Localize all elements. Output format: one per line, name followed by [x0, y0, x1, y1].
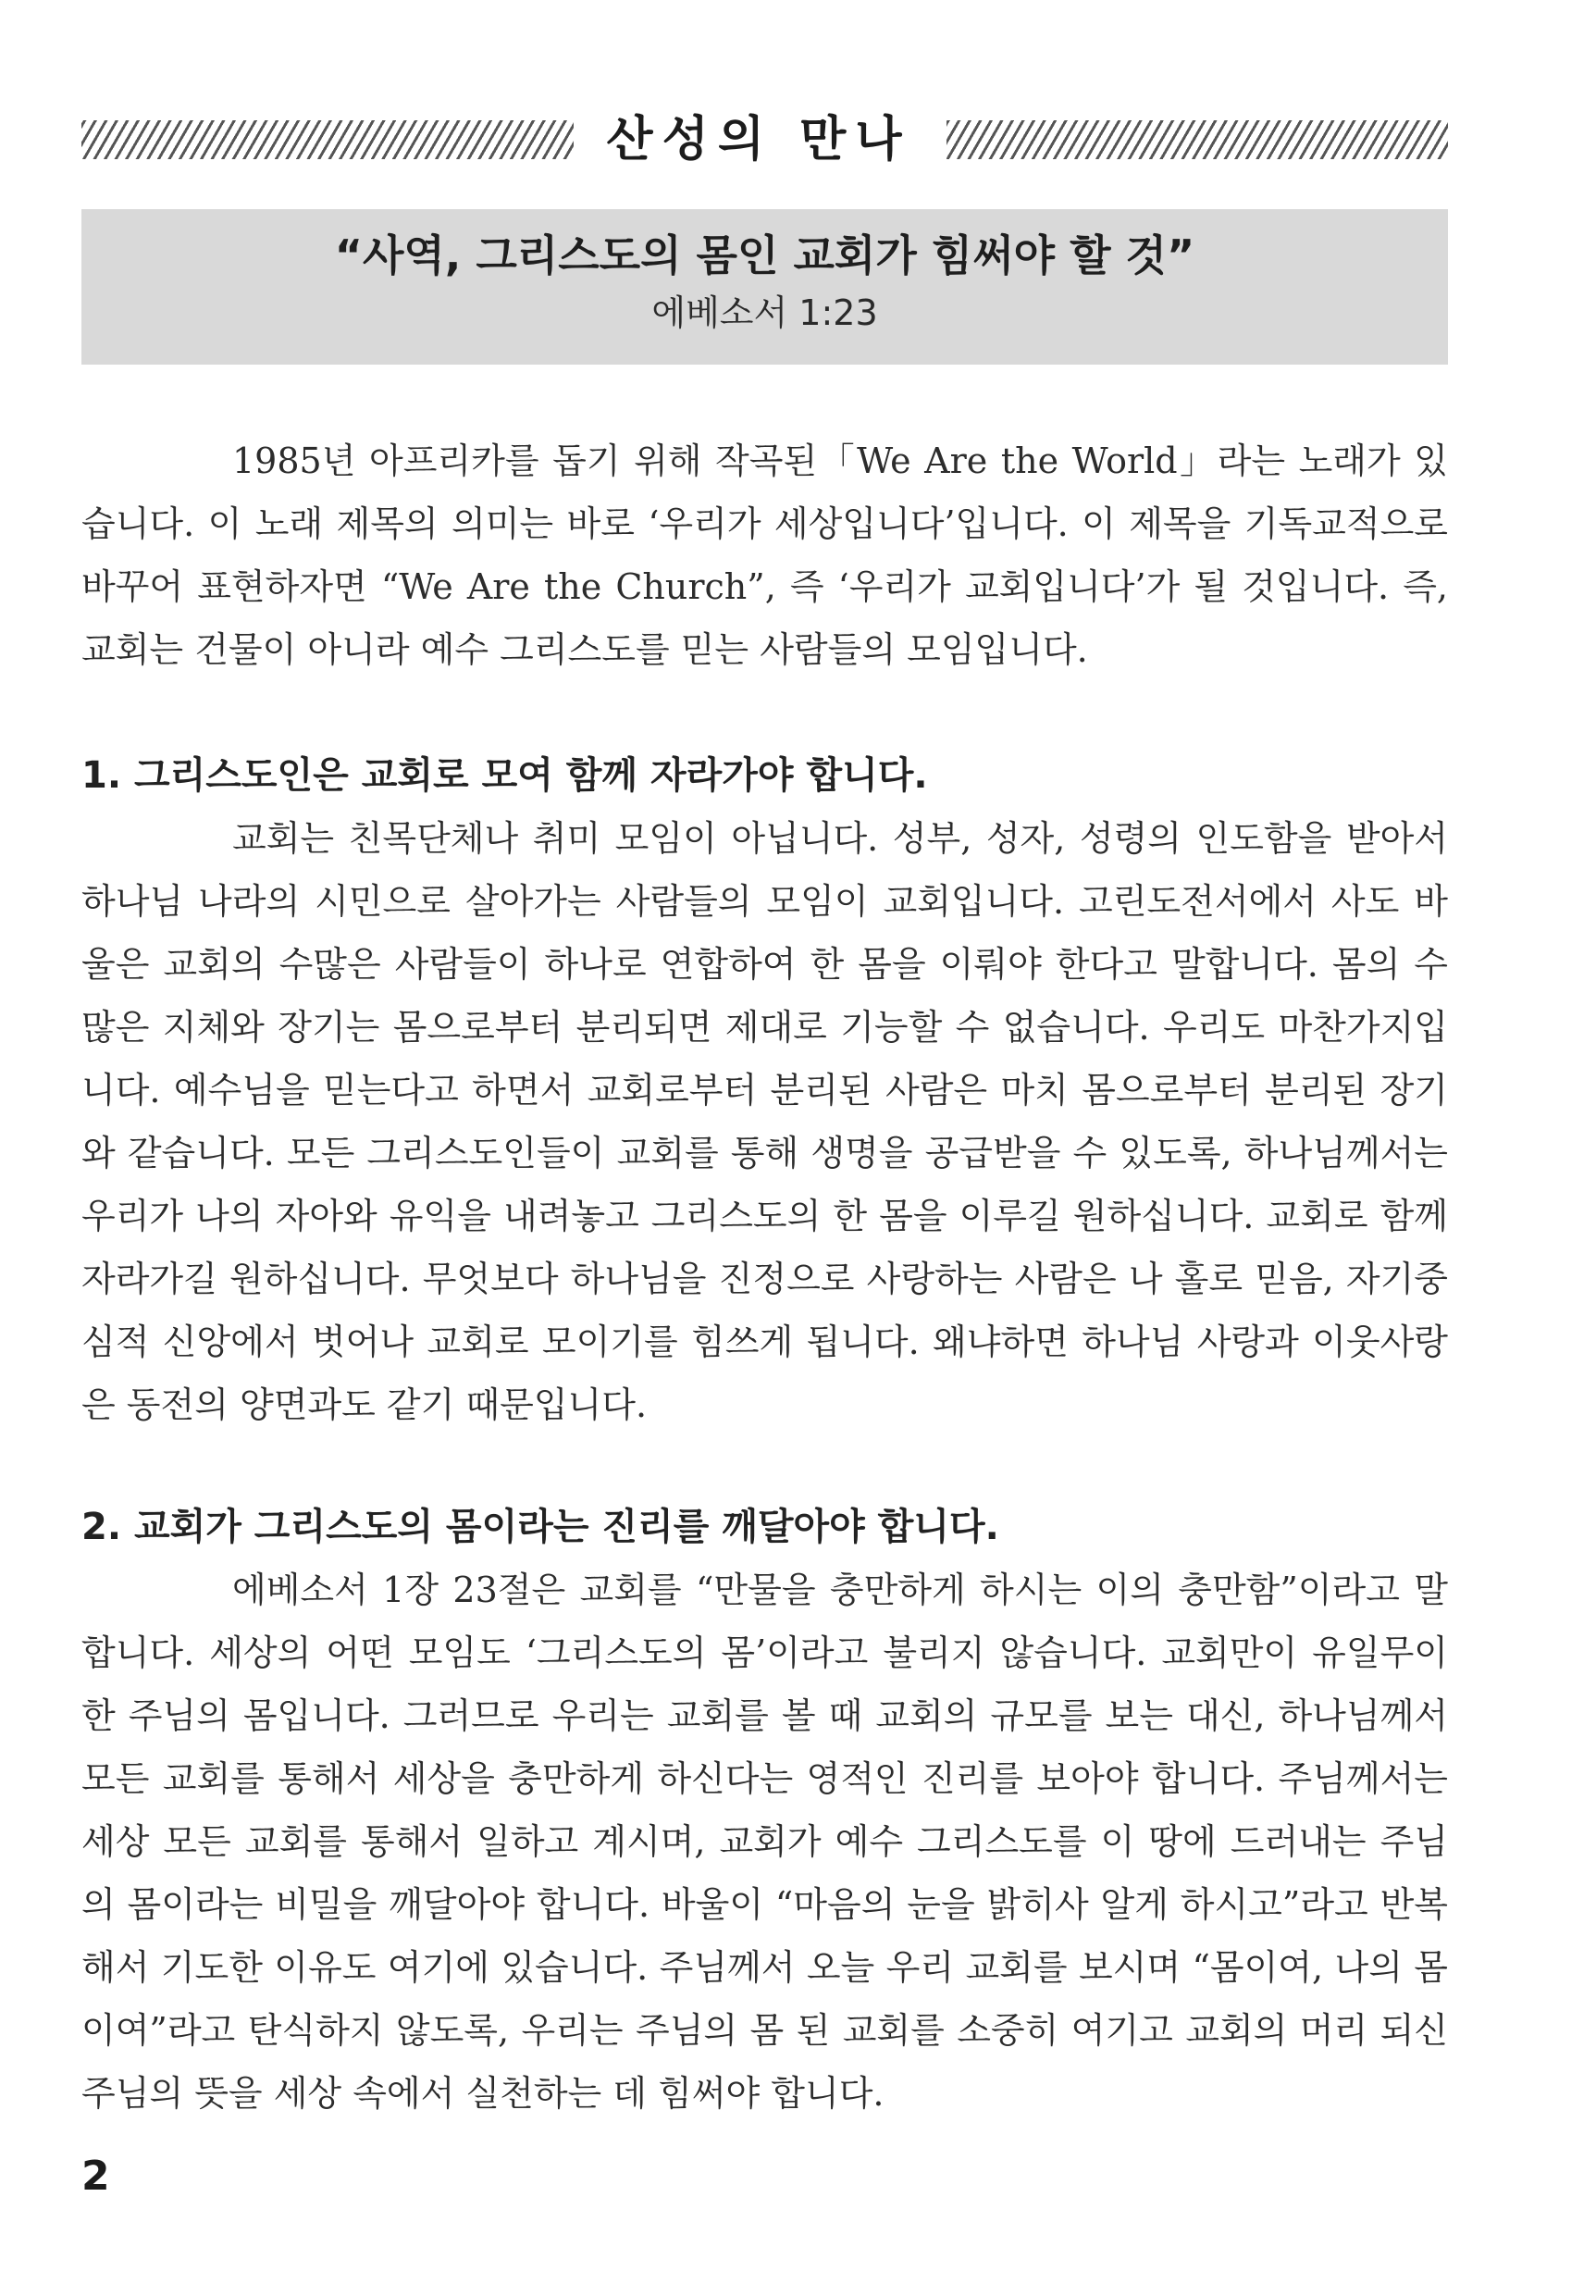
hatch-decoration-right: [946, 120, 1448, 159]
section-2-heading: 2. 교회가 그리스도의 몸이라는 진리를 깨달아야 합니다.: [81, 1506, 999, 1548]
section-1-paragraph: 교회는 친목단체나 취미 모임이 아닙니다. 성부, 성자, 성령의 인도함을 받아서 하나님 나라의 시민으로 살아가는 사람들의 모임이 교회입니다. 고린도전서에서 사도 바울은 교회의 수많은 사람들이 하나로 연합하여 한 몸을 이뤄야 한다고 말합니다. 몸의 수많은 지체와 장기는 몸으로부터 분리되면 제대로 기능할 수 없습니다. 우리도 마찬가지입니다. 예수님을 믿는다고 하면서 교회로부터 분리된 사람은 마치 몸으로부터 분리된 장기와 같습니다. 모든 그리스도인들이 교회를 통해 생명을 공급받을 수 있도록, 하나님께서는 우리가 나의 자아와 유익을 내려놓고 그리스도의 한 몸을 이루길 원하십니다. 교회로 함께 자라가길 원하십니다. 무엇보다 하나님을 진정으로 사랑하는 사람은 나 홀로 믿음, 자기중심적 신앙에서 벗어나 교회로 모이기를 힘쓰게 됩니다. 왜냐하면 하나님 사랑과 이웃사랑은 동전의 양면과도 같기 때문입니다.: [81, 818, 1448, 1425]
sermon-title: “사역, 그리스도의 몸인 교회가 힘써야 할 것”: [334, 230, 1195, 280]
hatch-decoration-left: [81, 120, 574, 159]
section-header: [81, 109, 1448, 170]
page-number: 2: [81, 2153, 110, 2200]
section-2-paragraph: 에베소서 1장 23절은 교회를 “만물을 충만하게 하시는 이의 충만함”이라고 말합니다. 세상의 어떤 모임도 ‘그리스도의 몸’이라고 불리지 않습니다. 교회만이 유일무이한 주님의 몸입니다. 그러므로 우리는 교회를 볼 때 교회의 규모를 보는 대신, 하나님께서 모든 교회를 통해서 세상을 충만하게 하신다는 영적인 진리를 보아야 합니다. 주님께서는 세상 모든 교회를 통해서 일하고 계시며, 교회가 예수 그리스도를 이 땅에 드러내는 주님의 몸이라는 비밀을 깨달아야 합니다. 바울이 “마음의 눈을 밝히사 알게 하시고”라고 반복해서 기도한 이유도 여기에 있습니다. 주님께서 오늘 우리 교회를 보시며 “몸이여, 나의 몸이여”라고 탄식하지 않도록, 우리는 주님의 몸 된 교회를 소중히 여기고 교회의 머리 되신 주님의 뜻을 세상 속에서 실천하는 데 힘써야 합니다.: [81, 1570, 1448, 2114]
section-1-heading: 1. 그리스도인은 교회로 모여 함께 자라가야 합니다.: [81, 754, 928, 797]
section-title: 산성의 만나: [606, 112, 911, 168]
intro-paragraph: 1985년 아프리카를 돕기 위해 작곡된「We Are the World」라는 노래가 있습니다. 이 노래 제목의 의미는 바로 ‘우리가 세상입니다’입니다. 이 제목을 기독교적으로 바꾸어 표현하자면 “We Are the Church”, 즉 ‘우리가 교회입니다’가 될 것입니다. 즉, 교회는 건물이 아니라 예수 그리스도를 믿는 사람들의 모임입니다.: [81, 441, 1448, 670]
scripture-reference: 에베소서 1:23: [651, 292, 878, 333]
sermon-title-box: [81, 209, 1448, 365]
